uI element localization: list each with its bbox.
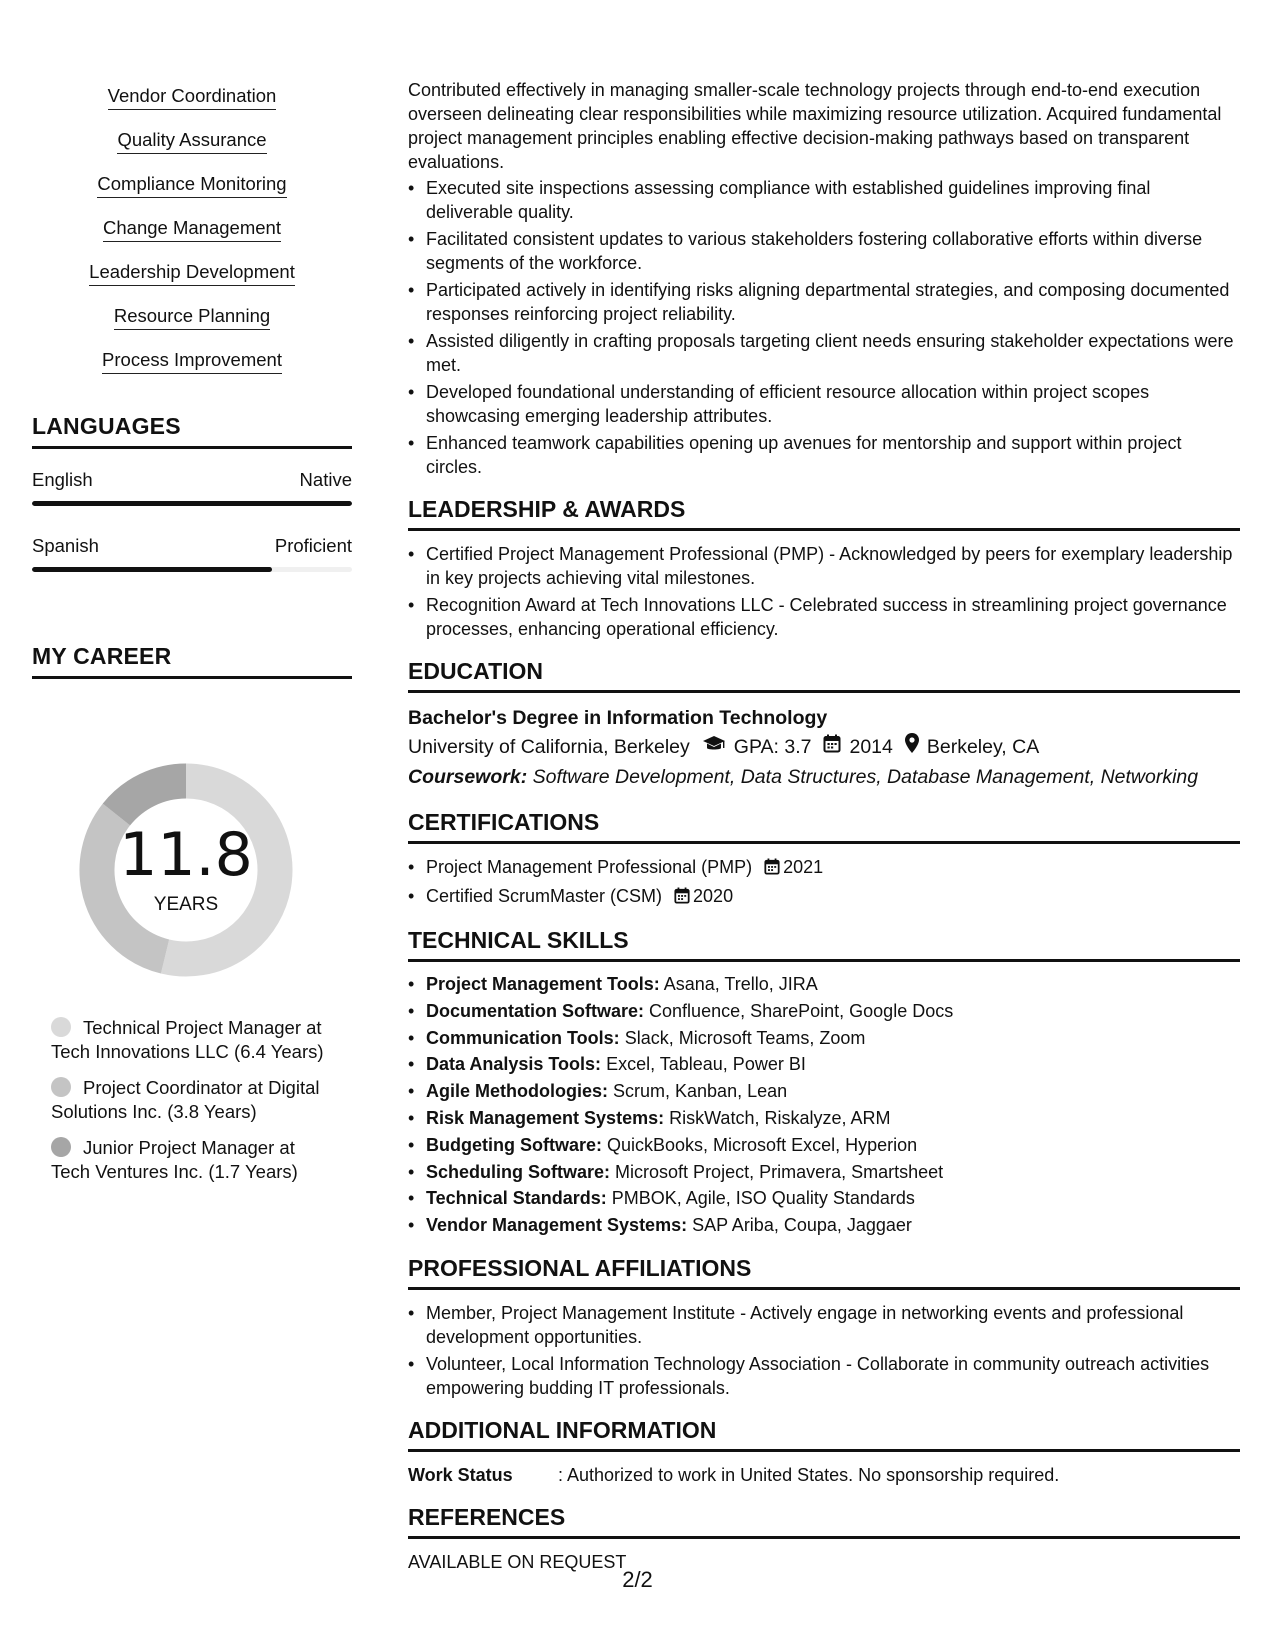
education-details — [408, 732, 1240, 762]
technical-skill-values: Excel, Tableau, Power BI — [606, 1054, 806, 1075]
technical-skill-item — [408, 973, 1240, 997]
experience-bullet: • Executed site inspections assessing compliance with established guidelines improving final deliverable quality. — [408, 176, 1240, 224]
skill-item: Resource Planning — [114, 304, 270, 330]
calendar-icon — [764, 857, 780, 881]
language-level: Native — [299, 469, 352, 490]
technical-skill-values: Scrum, Kanban, Lean — [613, 1081, 788, 1102]
calendar-icon — [674, 886, 690, 910]
technical-skill-item — [408, 1214, 1240, 1238]
skill-item: Compliance Monitoring — [97, 172, 286, 198]
references-heading: REFERENCES — [408, 1503, 1240, 1539]
certification-date — [674, 886, 733, 906]
education-coursework — [408, 762, 1240, 792]
experience-bullets — [408, 176, 1240, 479]
work-status-value: : Authorized to work in United States. No sponsorship required. — [558, 1464, 1060, 1485]
references-text: AVAILABLE ON REQUEST — [408, 1551, 627, 1572]
technical-skill-item — [408, 1027, 1240, 1051]
legend-dot — [51, 1077, 71, 1097]
certification-date — [764, 857, 823, 877]
skill-item: Vendor Coordination — [108, 84, 277, 110]
affiliation-item: • Volunteer, Local Information Technology Association - Collaborate in community outreach activities empowering budding IT professionals. — [408, 1352, 1240, 1400]
certification-name: Project Management Professional (PMP) — [426, 857, 753, 877]
technical-skill-category: Data Analysis Tools: — [426, 1054, 602, 1075]
career-legend-item — [51, 1016, 336, 1064]
location-pin-icon — [905, 732, 919, 762]
education-gpa: GPA: 3.7 — [733, 736, 812, 758]
technical-skill-category: Risk Management Systems: — [426, 1107, 665, 1128]
career-donut-chart — [64, 748, 308, 992]
technical-skill-item — [408, 1161, 1240, 1185]
technical-skill-category: Agile Methodologies: — [426, 1081, 608, 1102]
skill-item: Process Improvement — [102, 348, 282, 374]
career-legend-item — [51, 1136, 336, 1184]
certifications-heading: CERTIFICATIONS — [408, 808, 1240, 844]
graduation-cap-icon — [702, 732, 726, 762]
work-status-label: Work Status — [408, 1464, 513, 1485]
education-year: 2014 — [849, 736, 893, 758]
language-english — [32, 469, 352, 506]
affiliations-list — [408, 1301, 1240, 1400]
certification-item — [408, 884, 1240, 910]
right-column — [408, 78, 1240, 1574]
skill-item: Change Management — [103, 216, 281, 242]
technical-skills-list — [408, 973, 1240, 1238]
career-total-years: 11.8 — [119, 820, 253, 890]
legend-label: Project Coordinator at Digital Solutions Inc. (3.8 Years) — [51, 1077, 320, 1122]
experience-summary: Contributed effectively in managing smaller-scale technology projects through end-to-end execution overseen delineating clear responsibilities while maximizing resource utilization. Acquired fundamental project management principles enabling effective decision-making pathways based on transparent evaluations. — [408, 80, 1222, 172]
education-school: University of California, Berkeley — [408, 736, 690, 758]
language-bar-fill — [32, 501, 352, 506]
technical-skills-heading: TECHNICAL SKILLS — [408, 926, 1240, 962]
technical-skill-category: Project Management Tools: — [426, 974, 660, 994]
education-heading: EDUCATION — [408, 657, 1240, 693]
technical-skill-item — [408, 1134, 1240, 1158]
technical-skill-values: Confluence, SharePoint, Google Docs — [649, 1000, 954, 1021]
affiliation-item: • Member, Project Management Institute - Actively engage in networking events and professional development opportunities. — [408, 1301, 1240, 1349]
experience-bullet: • Developed foundational understanding of efficient resource allocation within project scopes showcasing emerging leadership attributes. — [408, 380, 1240, 428]
experience-bullet: • Facilitated consistent updates to various stakeholders fostering collaborative efforts within diverse segments of the workforce. — [408, 227, 1240, 275]
legend-label: Junior Project Manager at Tech Ventures Inc. (1.7 Years) — [51, 1137, 298, 1182]
leadership-list — [408, 542, 1240, 641]
career-heading: MY CAREER — [32, 643, 352, 679]
career-legend — [51, 1016, 336, 1196]
language-name: English — [32, 469, 93, 490]
affiliations-heading: PROFESSIONAL AFFILIATIONS — [408, 1254, 1240, 1290]
certification-year: 2020 — [693, 886, 734, 906]
legend-dot — [51, 1017, 71, 1037]
certification-name: Certified ScrumMaster (CSM) — [426, 886, 663, 906]
career-legend-item — [51, 1076, 336, 1124]
leadership-item: • Certified Project Management Professional (PMP) - Acknowledged by peers for exemplary leadership in key projects achieving vital milestones. — [408, 542, 1240, 590]
language-spanish — [32, 535, 352, 572]
skill-item: Quality Assurance — [117, 128, 266, 154]
language-bar — [32, 501, 352, 506]
coursework-label: Coursework: — [408, 766, 528, 788]
technical-skill-item — [408, 1000, 1240, 1024]
certification-year: 2021 — [783, 857, 824, 877]
technical-skill-values: QuickBooks, Microsoft Excel, Hyperion — [607, 1134, 918, 1155]
technical-skill-item — [408, 1107, 1240, 1131]
technical-skill-category: Scheduling Software: — [426, 1161, 611, 1182]
legend-label: Technical Project Manager at Tech Innovations LLC (6.4 Years) — [51, 1017, 324, 1062]
calendar-icon — [823, 732, 841, 762]
technical-skill-category: Documentation Software: — [426, 1000, 645, 1021]
certification-item — [408, 855, 1240, 881]
page-number: 2/2 — [622, 1567, 653, 1592]
language-bar-fill — [32, 567, 272, 572]
leadership-item: • Recognition Award at Tech Innovations LLC - Celebrated success in streamlining project governance processes, enhancing operational efficiency. — [408, 593, 1240, 641]
experience-bullet: • Participated actively in identifying risks aligning departmental strategies, and composing documented responses reinforcing project reliability. — [408, 278, 1240, 326]
language-level: Proficient — [274, 535, 352, 556]
technical-skill-values: PMBOK, Agile, ISO Quality Standards — [611, 1188, 915, 1209]
education-degree: Bachelor's Degree in Information Technology — [408, 707, 828, 729]
language-bar — [32, 567, 352, 572]
technical-skill-item — [408, 1187, 1240, 1211]
technical-skill-item — [408, 1080, 1240, 1104]
experience-bullet: • Assisted diligently in crafting proposals targeting client needs ensuring stakeholder expectations were met. — [408, 329, 1240, 377]
education-location: Berkeley, CA — [926, 736, 1040, 758]
technical-skill-values: Asana, Trello, JIRA — [663, 974, 818, 994]
legend-dot — [51, 1137, 71, 1157]
coursework-list: Software Development, Data Structures, Database Management, Networking — [532, 766, 1199, 788]
skills-list — [32, 84, 352, 392]
technical-skill-category: Communication Tools: — [426, 1027, 620, 1048]
technical-skill-values: SAP Ariba, Coupa, Jaggaer — [692, 1215, 912, 1236]
technical-skill-values: Slack, Microsoft Teams, Zoom — [624, 1027, 866, 1048]
languages-heading: LANGUAGES — [32, 413, 352, 449]
technical-skill-values: Microsoft Project, Primavera, Smartsheet — [615, 1161, 944, 1182]
additional-info-heading: ADDITIONAL INFORMATION — [408, 1416, 1240, 1452]
experience-bullet: • Enhanced teamwork capabilities opening up avenues for mentorship and support within project circles. — [408, 431, 1240, 479]
technical-skill-category: Vendor Management Systems: — [426, 1215, 688, 1236]
career-years-label: YEARS — [153, 894, 219, 915]
work-status-row — [408, 1463, 1240, 1487]
technical-skill-category: Technical Standards: — [426, 1188, 607, 1209]
technical-skill-category: Budgeting Software: — [426, 1134, 602, 1155]
leadership-heading: LEADERSHIP & AWARDS — [408, 495, 1240, 531]
language-name: Spanish — [32, 535, 99, 556]
technical-skill-values: RiskWatch, Riskalyze, ARM — [669, 1107, 891, 1128]
certifications-list — [408, 855, 1240, 910]
technical-skill-item — [408, 1053, 1240, 1077]
skill-item: Leadership Development — [89, 260, 295, 286]
